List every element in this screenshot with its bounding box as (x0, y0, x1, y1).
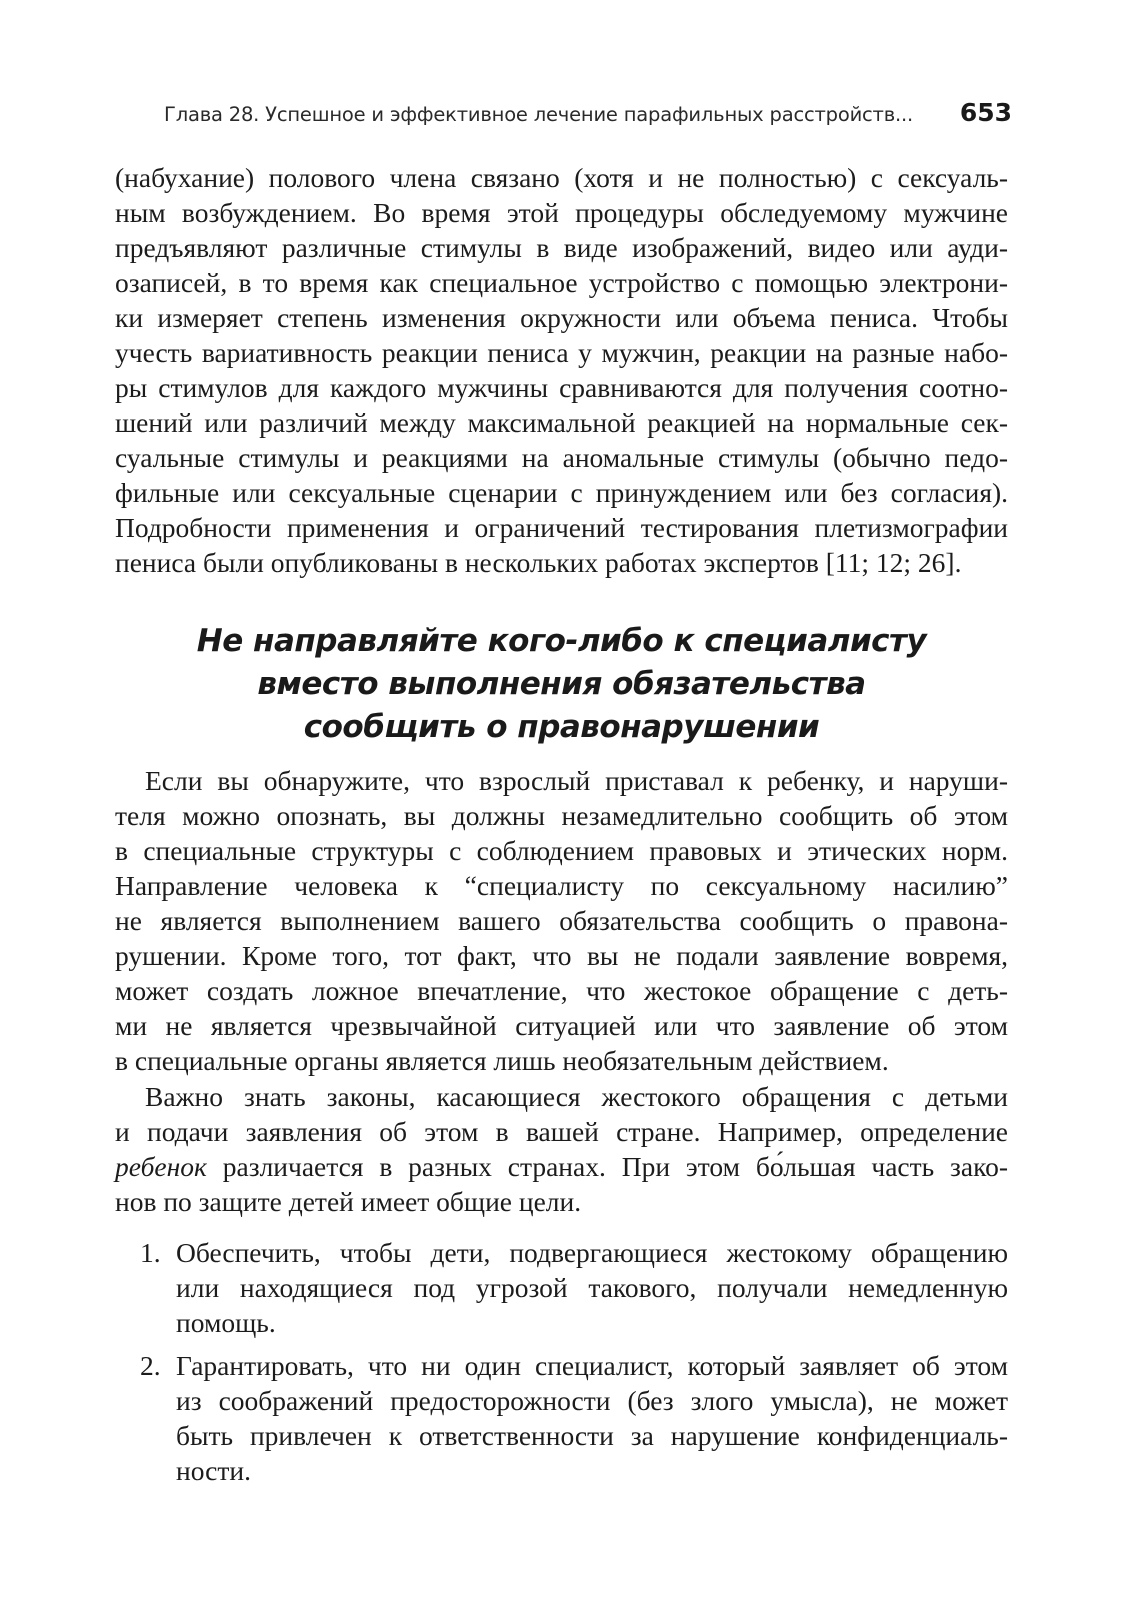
text-line: рушении. Кроме того, тот факт, что вы не подали заявление вовремя, (115, 940, 1008, 971)
text-line: ры стимулов для каждого мужчины сравниваются для получения соотно- (115, 372, 1008, 403)
page-number: 653 (959, 98, 1012, 127)
paragraph-child-protection-laws (115, 1079, 1008, 1219)
text-line: предъявляют различные стимулы в виде изображений, видео или ауди- (115, 232, 1008, 263)
heading-line: вместо выполнения обязательства (257, 666, 866, 702)
text-line: не является выполнением вашего обязательства сообщить о правона- (115, 905, 1008, 936)
paragraph-reporting-obligation (115, 763, 1008, 1078)
heading-line: сообщить о правонарушении (303, 709, 820, 745)
text-line: может создать ложное впечатление, что жестокое обращение с деть- (115, 975, 1008, 1006)
text-line: пениса были опубликованы в нескольких работах экспертов [11; 12; 26]. (115, 547, 962, 578)
list-item (140, 1348, 1008, 1488)
text-line: фильные или сексуальные сценарии с принуждением или без согласия). (115, 477, 1008, 508)
text-line: из соображений предосторожности (без злого умысла), не может (176, 1385, 1008, 1416)
text-line: теля можно опознать, вы должны незамедлительно сообщить об этом (115, 800, 1008, 831)
text-line: (набухание) полового члена связано (хотя и не полностью) с сексуаль- (115, 162, 1008, 193)
text-line: Обеспечить, чтобы дети, подвергающиеся жестокому обращению (176, 1237, 1008, 1268)
text-line: Если вы обнаружите, что взрослый приставал к ребенку, и наруши- (145, 765, 1008, 796)
text-line: учесть вариативность реакции пениса у мужчин, реакции на разные набо- (115, 337, 1008, 368)
italic-term: ребенок (115, 1151, 207, 1182)
text-line: ности. (176, 1455, 251, 1486)
text-line: Важно знать законы, касающиеся жестокого обращения с детьми (145, 1081, 1008, 1112)
running-title: Глава 28. Успешное и эффективное лечение парафильных расстройств... (164, 103, 914, 126)
text-line: Подробности применения и ограничений тестирования плетизмографии (115, 512, 1008, 543)
text-fragment: различается в разных странах. При этом бо́льшая часть зако- (206, 1151, 1008, 1182)
text-line: помощь. (176, 1307, 276, 1338)
section-heading (115, 620, 1008, 749)
running-header (164, 98, 1012, 138)
text-line: быть привлечен к ответственности за нарушение конфиденциаль- (176, 1420, 1008, 1451)
text-line: в специальные органы является лишь необязательным действием. (115, 1045, 889, 1076)
text-line: шений или различий между максимальной реакцией на нормальные сек- (115, 407, 1008, 438)
text-line: и подачи заявления об этом в вашей стране. Например, определение (115, 1116, 1008, 1147)
text-line: Направление человека к “специалисту по сексуальному насилию” (115, 870, 1008, 901)
list-number: 1. (140, 1237, 161, 1268)
text-line: в специальные структуры с соблюдением правовых и этических норм. (115, 835, 1008, 866)
text-line: озаписей, в то время как специальное устройство с помощью электрони- (115, 267, 1008, 298)
text-line: ми не является чрезвычайной ситуацией или что заявление об этом (115, 1010, 1008, 1041)
text-line: суальные стимулы и реакциями на аномальные стимулы (обычно педо- (115, 442, 1008, 473)
text-line: ным возбуждением. Во время этой процедуры обследуемому мужчине (115, 197, 1008, 228)
text-line: ки измеряет степень изменения окружности или объема пениса. Чтобы (115, 302, 1008, 333)
text-line: Гарантировать, что ни один специалист, который заявляет об этом (176, 1350, 1008, 1381)
heading-line: Не направляйте кого-либо к специалисту (196, 623, 927, 659)
list-number: 2. (140, 1350, 161, 1381)
text-line: нов по защите детей имеет общие цели. (115, 1186, 582, 1217)
text-line: или находящиеся под угрозой такового, получали немедленную (176, 1272, 1008, 1303)
paragraph-plethysmography (115, 160, 1008, 580)
list-item (140, 1235, 1008, 1340)
text-line (115, 1149, 1008, 1184)
